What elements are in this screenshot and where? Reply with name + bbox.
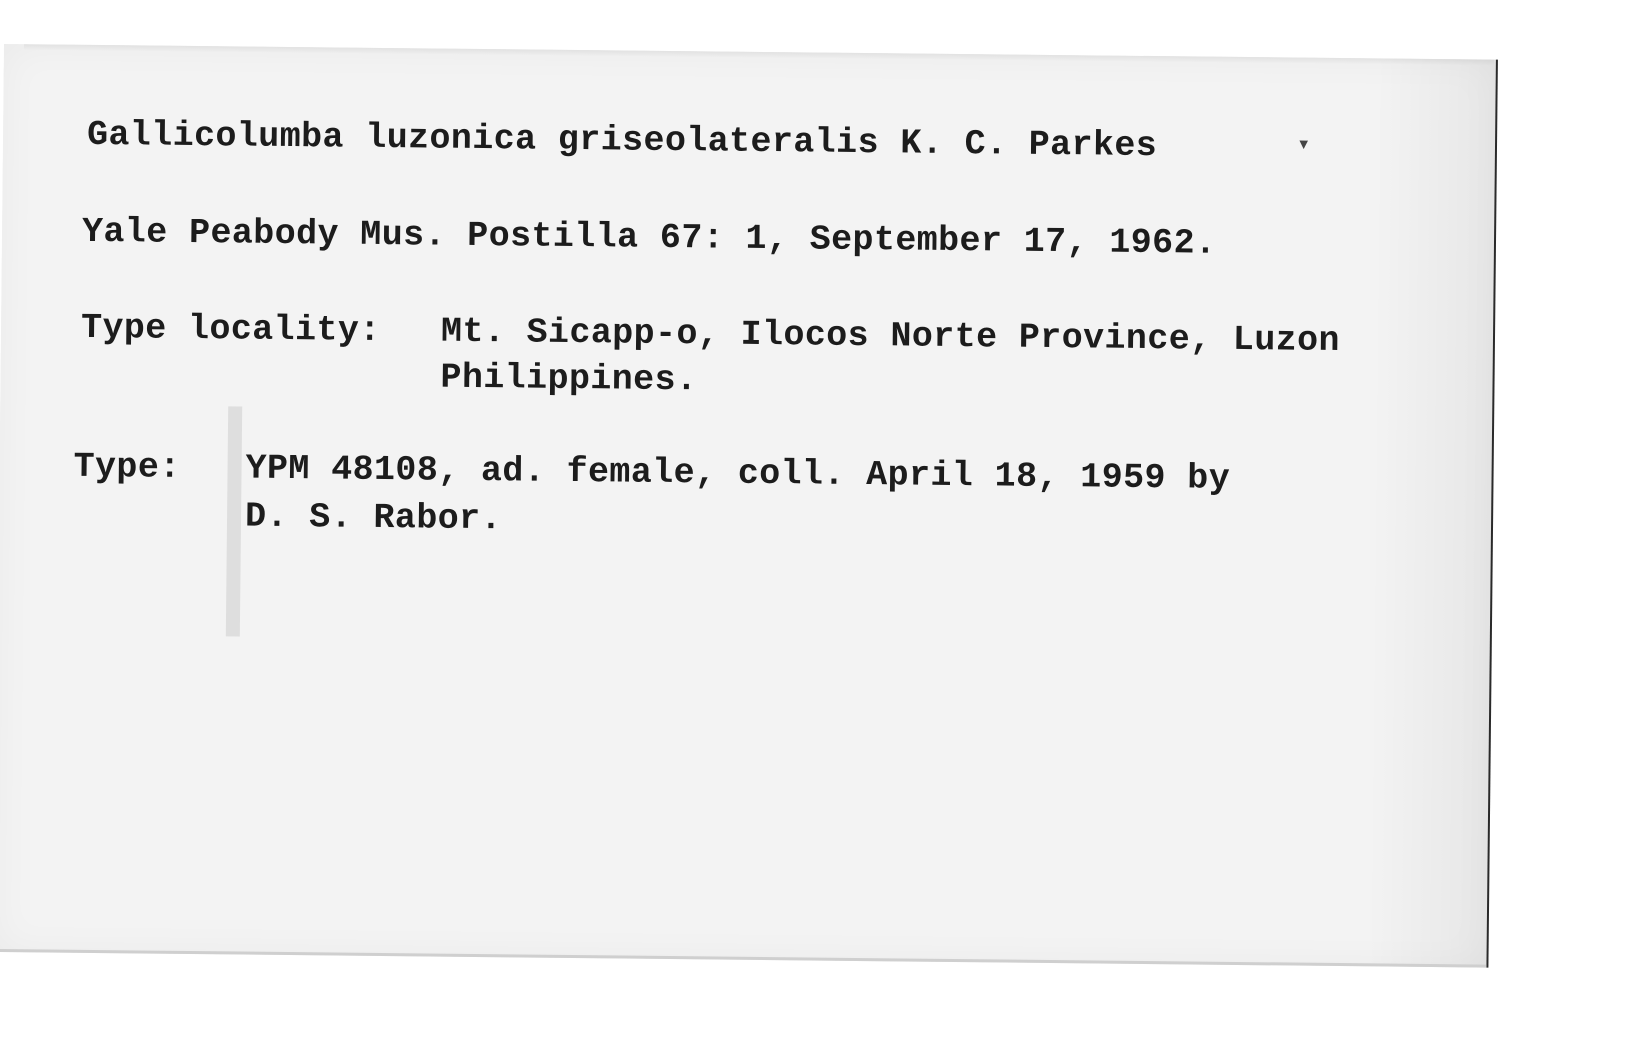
- type-specimen-value-line2: D. S. Rabor.: [244, 496, 503, 540]
- card-shading: [1366, 58, 1496, 967]
- faint-margin-mark: [226, 406, 242, 636]
- species-name-line: Gallicolumba luzonica griseolateralis K. C. Parkes: [86, 114, 1158, 167]
- type-specimen-value-line1: YPM 48108, ad. female, coll. April 18, 1959 by: [245, 448, 1231, 499]
- type-locality-label: Type locality:: [80, 307, 381, 351]
- publication-citation-line: Yale Peabody Mus. Postilla 67: 1, September 17, 1962.: [81, 211, 1217, 264]
- type-specimen-label: Type:: [73, 446, 181, 488]
- small-tick-mark: ▾: [1296, 132, 1311, 158]
- index-card: [0, 44, 1498, 968]
- type-locality-value-line1: Mt. Sicapp-o, Ilocos Norte Province, Luzon: [440, 311, 1341, 362]
- type-locality-value-line2: Philippines.: [440, 357, 698, 401]
